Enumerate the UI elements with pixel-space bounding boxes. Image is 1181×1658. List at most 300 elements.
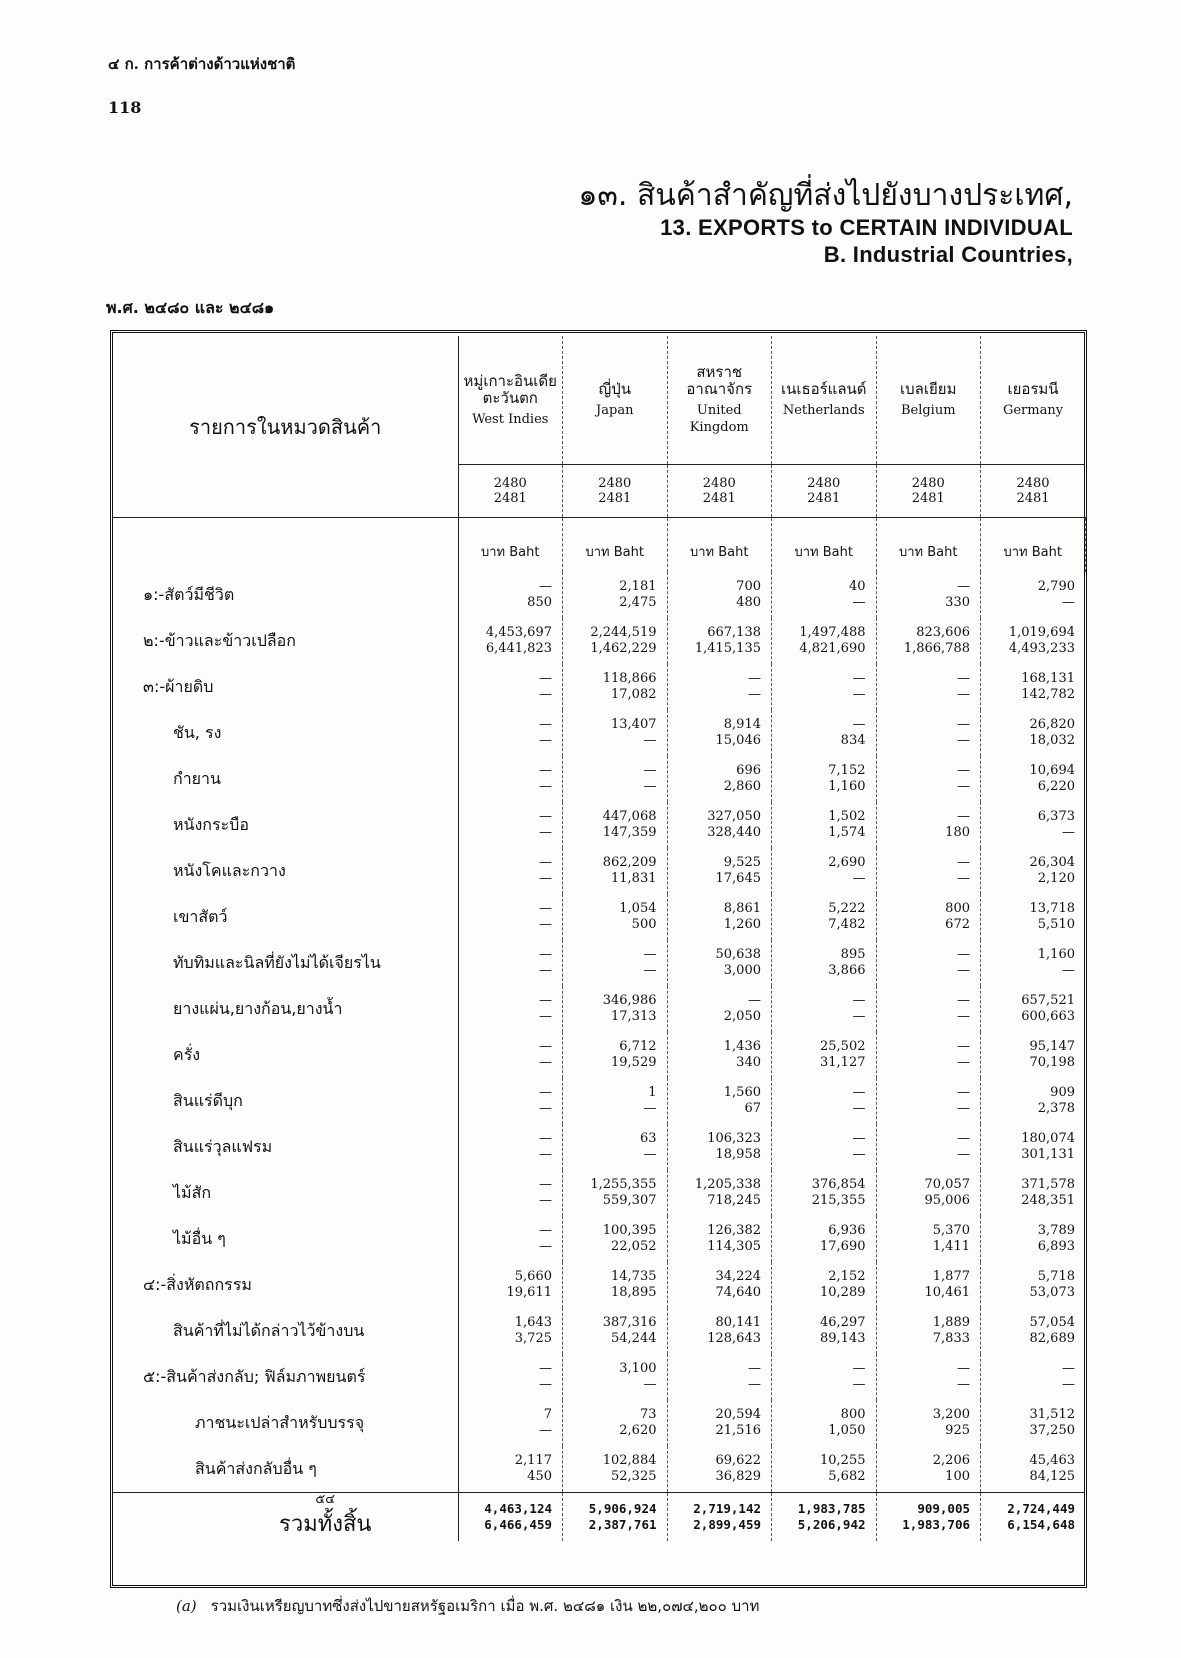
value-2480: — [539, 993, 552, 1008]
value-2480: 13,407 [611, 717, 657, 732]
value-cell [772, 848, 877, 894]
value-2480: 57,054 [1029, 1315, 1075, 1330]
value-cell [772, 1400, 877, 1446]
value-cell [981, 848, 1086, 894]
value-2481: 18,895 [611, 1285, 657, 1300]
year-1: 2480 [598, 476, 632, 491]
row-label: หนังโคและกวาง [113, 848, 458, 894]
value-2480: 447,068 [602, 809, 657, 824]
value-2480: — [1062, 1361, 1075, 1376]
total-2481: 6,154,648 [1007, 1517, 1075, 1532]
value-2480: — [852, 1361, 866, 1376]
value-2481: 2,620 [619, 1423, 657, 1438]
value-cell [458, 1032, 563, 1078]
total-2481: 1,983,706 [902, 1517, 970, 1532]
column-name-thai: ญี่ปุ่น [598, 380, 632, 398]
value-cell [876, 618, 981, 664]
value-cell [981, 1032, 1086, 1078]
value-cell [458, 1216, 563, 1262]
value-cell [458, 802, 563, 848]
value-2481: 5,510 [1037, 917, 1075, 932]
value-cell [667, 1124, 772, 1170]
value-cell [667, 848, 772, 894]
value-cell [458, 756, 563, 802]
table-row [113, 1124, 1085, 1170]
value-2481: 215,355 [811, 1193, 866, 1208]
value-cell [876, 848, 981, 894]
row-label: กำยาน [113, 756, 458, 802]
value-2480: — [957, 1039, 970, 1054]
table-row [113, 1032, 1085, 1078]
table-row [113, 1078, 1085, 1124]
value-cell [772, 756, 877, 802]
value-cell [981, 664, 1086, 710]
value-2480: 800 [945, 901, 970, 916]
exports-table [113, 336, 1086, 1541]
column-name-english: Belgium [900, 403, 956, 418]
value-2481: — [539, 1193, 552, 1208]
value-2481: 4,821,690 [799, 641, 866, 656]
value-2481: 7,833 [932, 1331, 970, 1346]
unit-cell: บาท Baht [876, 518, 981, 573]
value-2480: 118,866 [602, 671, 657, 686]
value-2481: 500 [631, 917, 657, 932]
value-cell [876, 1216, 981, 1262]
year-2: 2481 [493, 491, 527, 506]
value-2480: — [957, 717, 970, 732]
value-2480: 4,453,697 [485, 625, 552, 640]
value-cell [981, 940, 1086, 986]
value-cell [876, 1124, 981, 1170]
value-2481: 3,000 [723, 963, 761, 978]
value-2481: 21,516 [715, 1423, 761, 1438]
value-2480: 1,497,488 [799, 625, 866, 640]
column-name-thai: เบลเยียม [900, 380, 957, 398]
row-label: ภาชนะเปล่าสำหรับบรรจุ [113, 1400, 458, 1446]
value-2481: — [643, 963, 657, 978]
unit-cell: บาท Baht [667, 518, 772, 573]
value-2480: 14,735 [611, 1269, 657, 1284]
value-2480: — [539, 809, 552, 824]
value-2480: 95,147 [1029, 1039, 1075, 1054]
column-name-thai: หมู่เกาะอินเดียตะวันตก [463, 371, 557, 407]
value-2480: 8,914 [723, 717, 761, 732]
value-2481: 18,032 [1029, 733, 1075, 748]
row-label: เขาสัตว์ [113, 894, 458, 940]
value-cell [981, 618, 1086, 664]
table-row [113, 1400, 1085, 1446]
year-cell [772, 465, 877, 518]
value-cell [563, 848, 668, 894]
year-2: 2481 [911, 491, 945, 506]
value-2481: 718,245 [707, 1193, 761, 1208]
value-2481: 600,663 [1021, 1009, 1075, 1024]
value-2481: 1,050 [828, 1423, 866, 1438]
value-2480: 823,606 [916, 625, 970, 640]
value-2481: — [957, 1009, 970, 1024]
value-2481: 19,529 [611, 1055, 657, 1070]
value-cell [563, 1078, 668, 1124]
value-2480: 106,323 [707, 1131, 761, 1146]
value-cell [667, 572, 772, 618]
value-cell [667, 1262, 772, 1308]
row-label: ๕:-สินค้าส่งกลับ; ฟิล์มภาพยนตร์ [113, 1354, 458, 1400]
value-2481: 52,325 [611, 1469, 657, 1484]
value-cell [458, 710, 563, 756]
value-2481: 36,829 [715, 1469, 761, 1484]
value-2481: — [957, 1055, 970, 1070]
value-2480: 40 [848, 579, 866, 594]
value-2480: 26,820 [1029, 717, 1075, 732]
value-2480: 895 [840, 947, 866, 962]
value-2481: 17,313 [611, 1009, 657, 1024]
total-2480: 909,005 [917, 1501, 970, 1516]
value-2480: 2,690 [828, 855, 866, 870]
year-cell [981, 465, 1086, 518]
value-2481: 89,143 [820, 1331, 866, 1346]
value-cell [981, 802, 1086, 848]
value-2480: 909 [1050, 1085, 1075, 1100]
year-2: 2481 [807, 491, 841, 506]
value-2480: 31,512 [1029, 1407, 1075, 1422]
value-2481: 925 [945, 1423, 970, 1438]
value-2481: 850 [527, 595, 552, 610]
value-cell [458, 664, 563, 710]
value-cell [563, 1262, 668, 1308]
value-cell [563, 756, 668, 802]
value-2480: 50,638 [715, 947, 761, 962]
value-2480: 1 [648, 1085, 657, 1100]
value-2481: — [852, 1147, 866, 1162]
row-header: รายการในหมวดสินค้า [113, 336, 458, 518]
value-cell [563, 618, 668, 664]
value-cell [876, 572, 981, 618]
table-row [113, 1170, 1085, 1216]
value-cell [876, 1354, 981, 1400]
value-2481: — [539, 1423, 552, 1438]
value-2481: 1,866,788 [903, 641, 970, 656]
value-cell [563, 1308, 668, 1354]
value-2481: 6,441,823 [485, 641, 552, 656]
value-2480: 69,622 [715, 1453, 761, 1468]
value-2480: 7,152 [828, 763, 866, 778]
total-value-cell [563, 1493, 668, 1542]
row-label: ชัน, รง [113, 710, 458, 756]
value-2481: 15,046 [715, 733, 761, 748]
page-number: 118 [108, 98, 142, 117]
value-2481: 74,640 [715, 1285, 761, 1300]
value-2481: 10,289 [820, 1285, 866, 1300]
value-cell [563, 940, 668, 986]
value-2481: — [852, 687, 866, 702]
row-label: สินแร่วุลแฟรม [113, 1124, 458, 1170]
value-cell [458, 1078, 563, 1124]
value-cell [981, 986, 1086, 1032]
table-row [113, 986, 1085, 1032]
table-row [113, 1446, 1085, 1493]
table-row [113, 1354, 1085, 1400]
value-2481: — [539, 1239, 552, 1254]
table-row [113, 756, 1085, 802]
value-2480: — [852, 717, 866, 732]
total-2481: 5,206,942 [797, 1517, 866, 1532]
value-2480: 5,660 [514, 1269, 552, 1284]
value-cell [981, 1124, 1086, 1170]
total-2481: 2,899,459 [693, 1517, 761, 1532]
footnote-mark: (a) [176, 1597, 197, 1615]
value-cell [981, 1170, 1086, 1216]
year-1: 2480 [702, 476, 736, 491]
column-name-thai: สหราชอาณาจักร [686, 363, 753, 398]
value-2480: — [539, 1223, 552, 1238]
value-2480: — [957, 947, 970, 962]
title-english-2: B. Industrial Countries, [823, 242, 1073, 267]
unit-cell: บาท Baht [772, 518, 877, 573]
value-cell [772, 1354, 877, 1400]
year-cell [667, 465, 772, 518]
value-2480: 862,209 [602, 855, 657, 870]
total-2480: 2,719,142 [693, 1501, 761, 1516]
value-2480: 1,160 [1037, 947, 1075, 962]
value-2480: — [852, 1085, 866, 1100]
value-2481: 82,689 [1029, 1331, 1075, 1346]
value-2480: 3,789 [1037, 1223, 1075, 1238]
value-2481: — [748, 1377, 761, 1392]
value-2481: — [539, 733, 552, 748]
value-2480: 2,117 [514, 1453, 552, 1468]
total-label: รวมทั้งสิ้น [279, 1512, 372, 1537]
value-cell [876, 1262, 981, 1308]
row-label: หนังกระบือ [113, 802, 458, 848]
value-2480: 376,854 [811, 1177, 866, 1192]
value-2480: 13,718 [1029, 901, 1075, 916]
value-cell [876, 894, 981, 940]
total-2480: 1,983,785 [797, 1501, 866, 1516]
title-block [578, 178, 1073, 268]
value-2480: — [957, 671, 970, 686]
total-value-cell [876, 1493, 981, 1542]
value-2480: 1,877 [932, 1269, 970, 1284]
value-2481: 7,482 [828, 917, 866, 932]
value-2481: — [539, 825, 552, 840]
value-cell [458, 572, 563, 618]
value-2481: 3,725 [514, 1331, 552, 1346]
column-name-thai: เยอรมนี [1007, 380, 1059, 398]
value-cell [981, 1446, 1086, 1493]
value-2481: 1,462,229 [590, 641, 657, 656]
value-2480: 2,244,519 [590, 625, 657, 640]
unit-cell: บาท Baht [563, 518, 668, 573]
value-cell [667, 802, 772, 848]
value-2480: 1,205,338 [694, 1177, 761, 1192]
value-cell [772, 940, 877, 986]
value-2480: — [539, 717, 552, 732]
table-row [113, 1262, 1085, 1308]
value-2481: 2,120 [1037, 871, 1075, 886]
year-2: 2481 [1016, 491, 1050, 506]
value-2480: — [539, 1361, 552, 1376]
title-english-1: 13. EXPORTS to CERTAIN INDIVIDUAL [660, 215, 1073, 240]
value-2481: 3,866 [828, 963, 866, 978]
value-2480: — [539, 1039, 552, 1054]
value-2481: 672 [945, 917, 970, 932]
value-cell [981, 756, 1086, 802]
total-value-cell [458, 1493, 563, 1542]
table-row [113, 940, 1085, 986]
total-2481: 2,387,761 [588, 1517, 657, 1532]
value-cell [458, 1170, 563, 1216]
value-cell [772, 1262, 877, 1308]
value-cell [981, 1354, 1086, 1400]
value-2481: — [539, 1147, 552, 1162]
value-2480: 80,141 [715, 1315, 761, 1330]
value-cell [772, 572, 877, 618]
year-2: 2481 [598, 491, 632, 506]
value-2480: 2,152 [828, 1269, 866, 1284]
value-cell [667, 894, 772, 940]
value-cell [772, 1308, 877, 1354]
value-cell [876, 986, 981, 1032]
value-cell [876, 1308, 981, 1354]
value-2480: 1,019,694 [1008, 625, 1075, 640]
value-cell [667, 1078, 772, 1124]
value-2481: — [852, 1377, 866, 1392]
value-2480: — [643, 763, 657, 778]
value-cell [876, 664, 981, 710]
value-cell [458, 848, 563, 894]
value-cell [667, 664, 772, 710]
value-2480: — [957, 855, 970, 870]
table-row [113, 894, 1085, 940]
value-cell [667, 1400, 772, 1446]
value-2481: 17,082 [611, 687, 657, 702]
value-2480: 1,436 [723, 1039, 761, 1054]
year-1: 2480 [911, 476, 945, 491]
value-2481: 128,643 [707, 1331, 761, 1346]
value-2481: — [643, 1147, 657, 1162]
value-2480: 20,594 [715, 1407, 761, 1422]
value-2481: — [957, 963, 970, 978]
value-2481: 480 [736, 595, 761, 610]
column-name-thai: เนเธอร์แลนด์ [780, 380, 867, 398]
value-cell [667, 1308, 772, 1354]
value-2480: 327,050 [707, 809, 761, 824]
column-header [667, 336, 772, 465]
value-2481: — [957, 687, 970, 702]
value-2481: — [957, 1101, 970, 1116]
value-cell [458, 1308, 563, 1354]
value-2481: 4,493,233 [1008, 641, 1075, 656]
value-2480: 3,200 [932, 1407, 970, 1422]
value-cell [563, 1032, 668, 1078]
value-2480: — [643, 947, 657, 962]
value-2481: — [1062, 963, 1075, 978]
value-2481: — [957, 733, 970, 748]
unit-cell: บาท Baht [458, 518, 563, 573]
value-2480: 73 [639, 1407, 657, 1422]
total-label-cell [113, 1493, 458, 1542]
value-2480: — [852, 993, 866, 1008]
value-2480: — [539, 1085, 552, 1100]
value-2481: 6,893 [1037, 1239, 1075, 1254]
value-cell [667, 618, 772, 664]
value-2480: — [957, 809, 970, 824]
value-2480: — [539, 579, 552, 594]
total-2480: 2,724,449 [1007, 1501, 1075, 1516]
value-cell [458, 986, 563, 1032]
row-label: ไม้อื่น ๆ [113, 1216, 458, 1262]
value-cell [981, 710, 1086, 756]
unit-row-label [113, 518, 458, 573]
value-2480: 5,718 [1037, 1269, 1075, 1284]
value-2480: — [957, 579, 970, 594]
value-2480: — [957, 993, 970, 1008]
value-2480: — [539, 947, 552, 962]
value-2481: 37,250 [1029, 1423, 1075, 1438]
year-1: 2480 [493, 476, 527, 491]
row-label: สินแร่ดีบุก [113, 1078, 458, 1124]
value-2481: — [643, 1101, 657, 1116]
row-label: สินค้าที่ไม่ได้กล่าวไว้ข้างบน [113, 1308, 458, 1354]
value-2481: 100 [945, 1469, 970, 1484]
value-2481: 53,073 [1029, 1285, 1075, 1300]
value-2481: 1,411 [932, 1239, 970, 1254]
value-2481: 70,198 [1029, 1055, 1075, 1070]
value-cell [563, 1354, 668, 1400]
value-2480: — [748, 1361, 761, 1376]
value-2481: 31,127 [820, 1055, 866, 1070]
value-2481: 328,440 [707, 825, 761, 840]
year-cell [876, 465, 981, 518]
value-2481: 17,645 [715, 871, 761, 886]
value-cell [563, 572, 668, 618]
value-2481: — [539, 1055, 552, 1070]
value-cell [772, 1446, 877, 1493]
value-2480: 7 [543, 1407, 552, 1422]
value-2481: 6,220 [1037, 779, 1075, 794]
value-2480: 45,463 [1029, 1453, 1075, 1468]
value-2480: 2,206 [932, 1453, 970, 1468]
value-2480: — [539, 1177, 552, 1192]
value-2481: — [539, 917, 552, 932]
value-cell [667, 940, 772, 986]
value-cell [563, 1170, 668, 1216]
value-2481: — [643, 1377, 657, 1392]
value-cell [563, 894, 668, 940]
table-row [113, 1308, 1085, 1354]
value-2481: 2,475 [619, 595, 657, 610]
value-cell [772, 664, 877, 710]
value-cell [667, 1170, 772, 1216]
value-2480: 2,790 [1037, 579, 1075, 594]
total-2481: 6,466,459 [484, 1517, 552, 1532]
row-label: ๔:-สิ่งหัตถกรรม [113, 1262, 458, 1308]
unit-row [113, 518, 1085, 573]
value-2481: 1,415,135 [694, 641, 761, 656]
value-2481: 17,690 [820, 1239, 866, 1254]
column-name-english: United Kingdom [689, 403, 749, 435]
value-2480: 3,100 [619, 1361, 657, 1376]
total-row [113, 1493, 1085, 1542]
value-2480: — [539, 763, 552, 778]
value-2480: — [539, 671, 552, 686]
unit-cell: บาท Baht [981, 518, 1086, 573]
column-header [981, 336, 1086, 465]
value-2481: — [957, 1147, 970, 1162]
total-value-cell [981, 1493, 1086, 1542]
row-label: สินค้าส่งกลับอื่น ๆ [113, 1446, 458, 1493]
total-value-cell [772, 1493, 877, 1542]
